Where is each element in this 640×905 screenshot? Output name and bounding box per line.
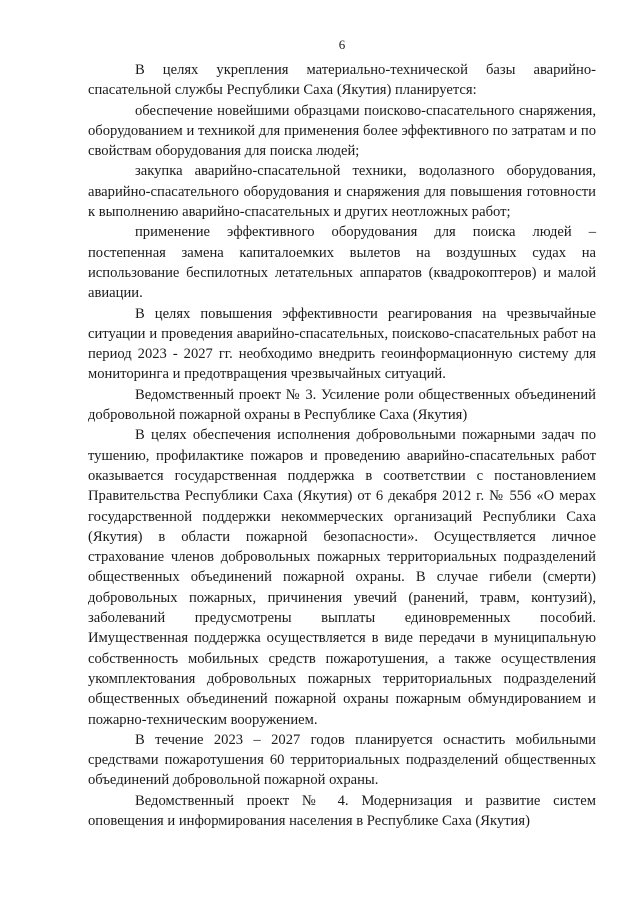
page-number: 6 [338,37,346,52]
paragraph-project-4-heading: Ведомственный проект № 4. Модернизация и развитие систем оповещения и информирования населения в Республике Саха (Якутия) [88,792,596,829]
paragraph-mobile-equipment: В течение 2023 – 2027 годов планируется оснастить мобильными средствами пожаротушения 60 территориальных подразделений общественных объединений добровольной пожарной охраны. [88,731,596,789]
paragraph-equipment: обеспечение новейшими образцами поисково-спасательного снаряжения, оборудованием и техникой для применения более эффективного по затратам и по свойствам оборудования для поиска людей; [88,102,596,160]
paragraph-purchase: закупка аварийно-спасательной техники, водолазного оборудования, аварийно-спасательного оборудования и снаряжения для повышения готовности к выполнению аварийно-спасательных и других неотложных работ; [88,163,596,221]
paragraph-geoinformation: В целях повышения эффективности реагирования на чрезвычайные ситуации и проведения аварийно-спасательных, поисково-спасательных работ на период 2023 - 2027 гг. необходимо внедрить геоинформационную систему для мониторинга и предотвращения чрезвычайных ситуаций. [88,305,596,383]
paragraph-intro: В целях укрепления материально-технической базы аварийно-спасательной службы Республики Саха (Якутия) планируется: [88,62,596,99]
paragraph-drones: применение эффективного оборудования для поиска людей – постепенная замена капиталоемких вылетов на воздушных судах на использование беспилотных летательных аппаратов (квадрокоптеров) и малой авиации. [88,224,596,302]
paragraph-project-3-heading: Ведомственный проект № 3. Усиление роли общественных объединений добровольной пожарной охраны в Республике Саха (Якутия) [88,386,596,424]
paragraph-volunteer-support: В целях обеспечения исполнения добровольными пожарными задач по тушению, профилактике пожаров и проведению аварийно-спасательных работ оказывается государственная поддержка в соответствии с постановлением Правительства Республики Саха (Якутия) от 6 декабря 2012 г. № 556 «О мерах государственной поддержки некоммерческих организаций Республики Саха (Якутия) в области пожарной безопасности». Осуществляется личное страхование членов добровольных пожарных территориальных подразделений общественных объединений пожарной охраны. В случае гибели (смерти) добровольных пожарных, причинения увечий (ранений, травм, контузий), заболеваний предусмотрены выплаты единовременных пособий. Имущественная поддержка осуществляется в виде передачи в муниципальную собственность мобильных средств пожаротушения, а также осуществления укомплектования добровольных пожарных территориальных подразделений общественных объединений пожарной охраны пожарным обмундированием и пожарно-техническим вооружением. [88,427,596,728]
